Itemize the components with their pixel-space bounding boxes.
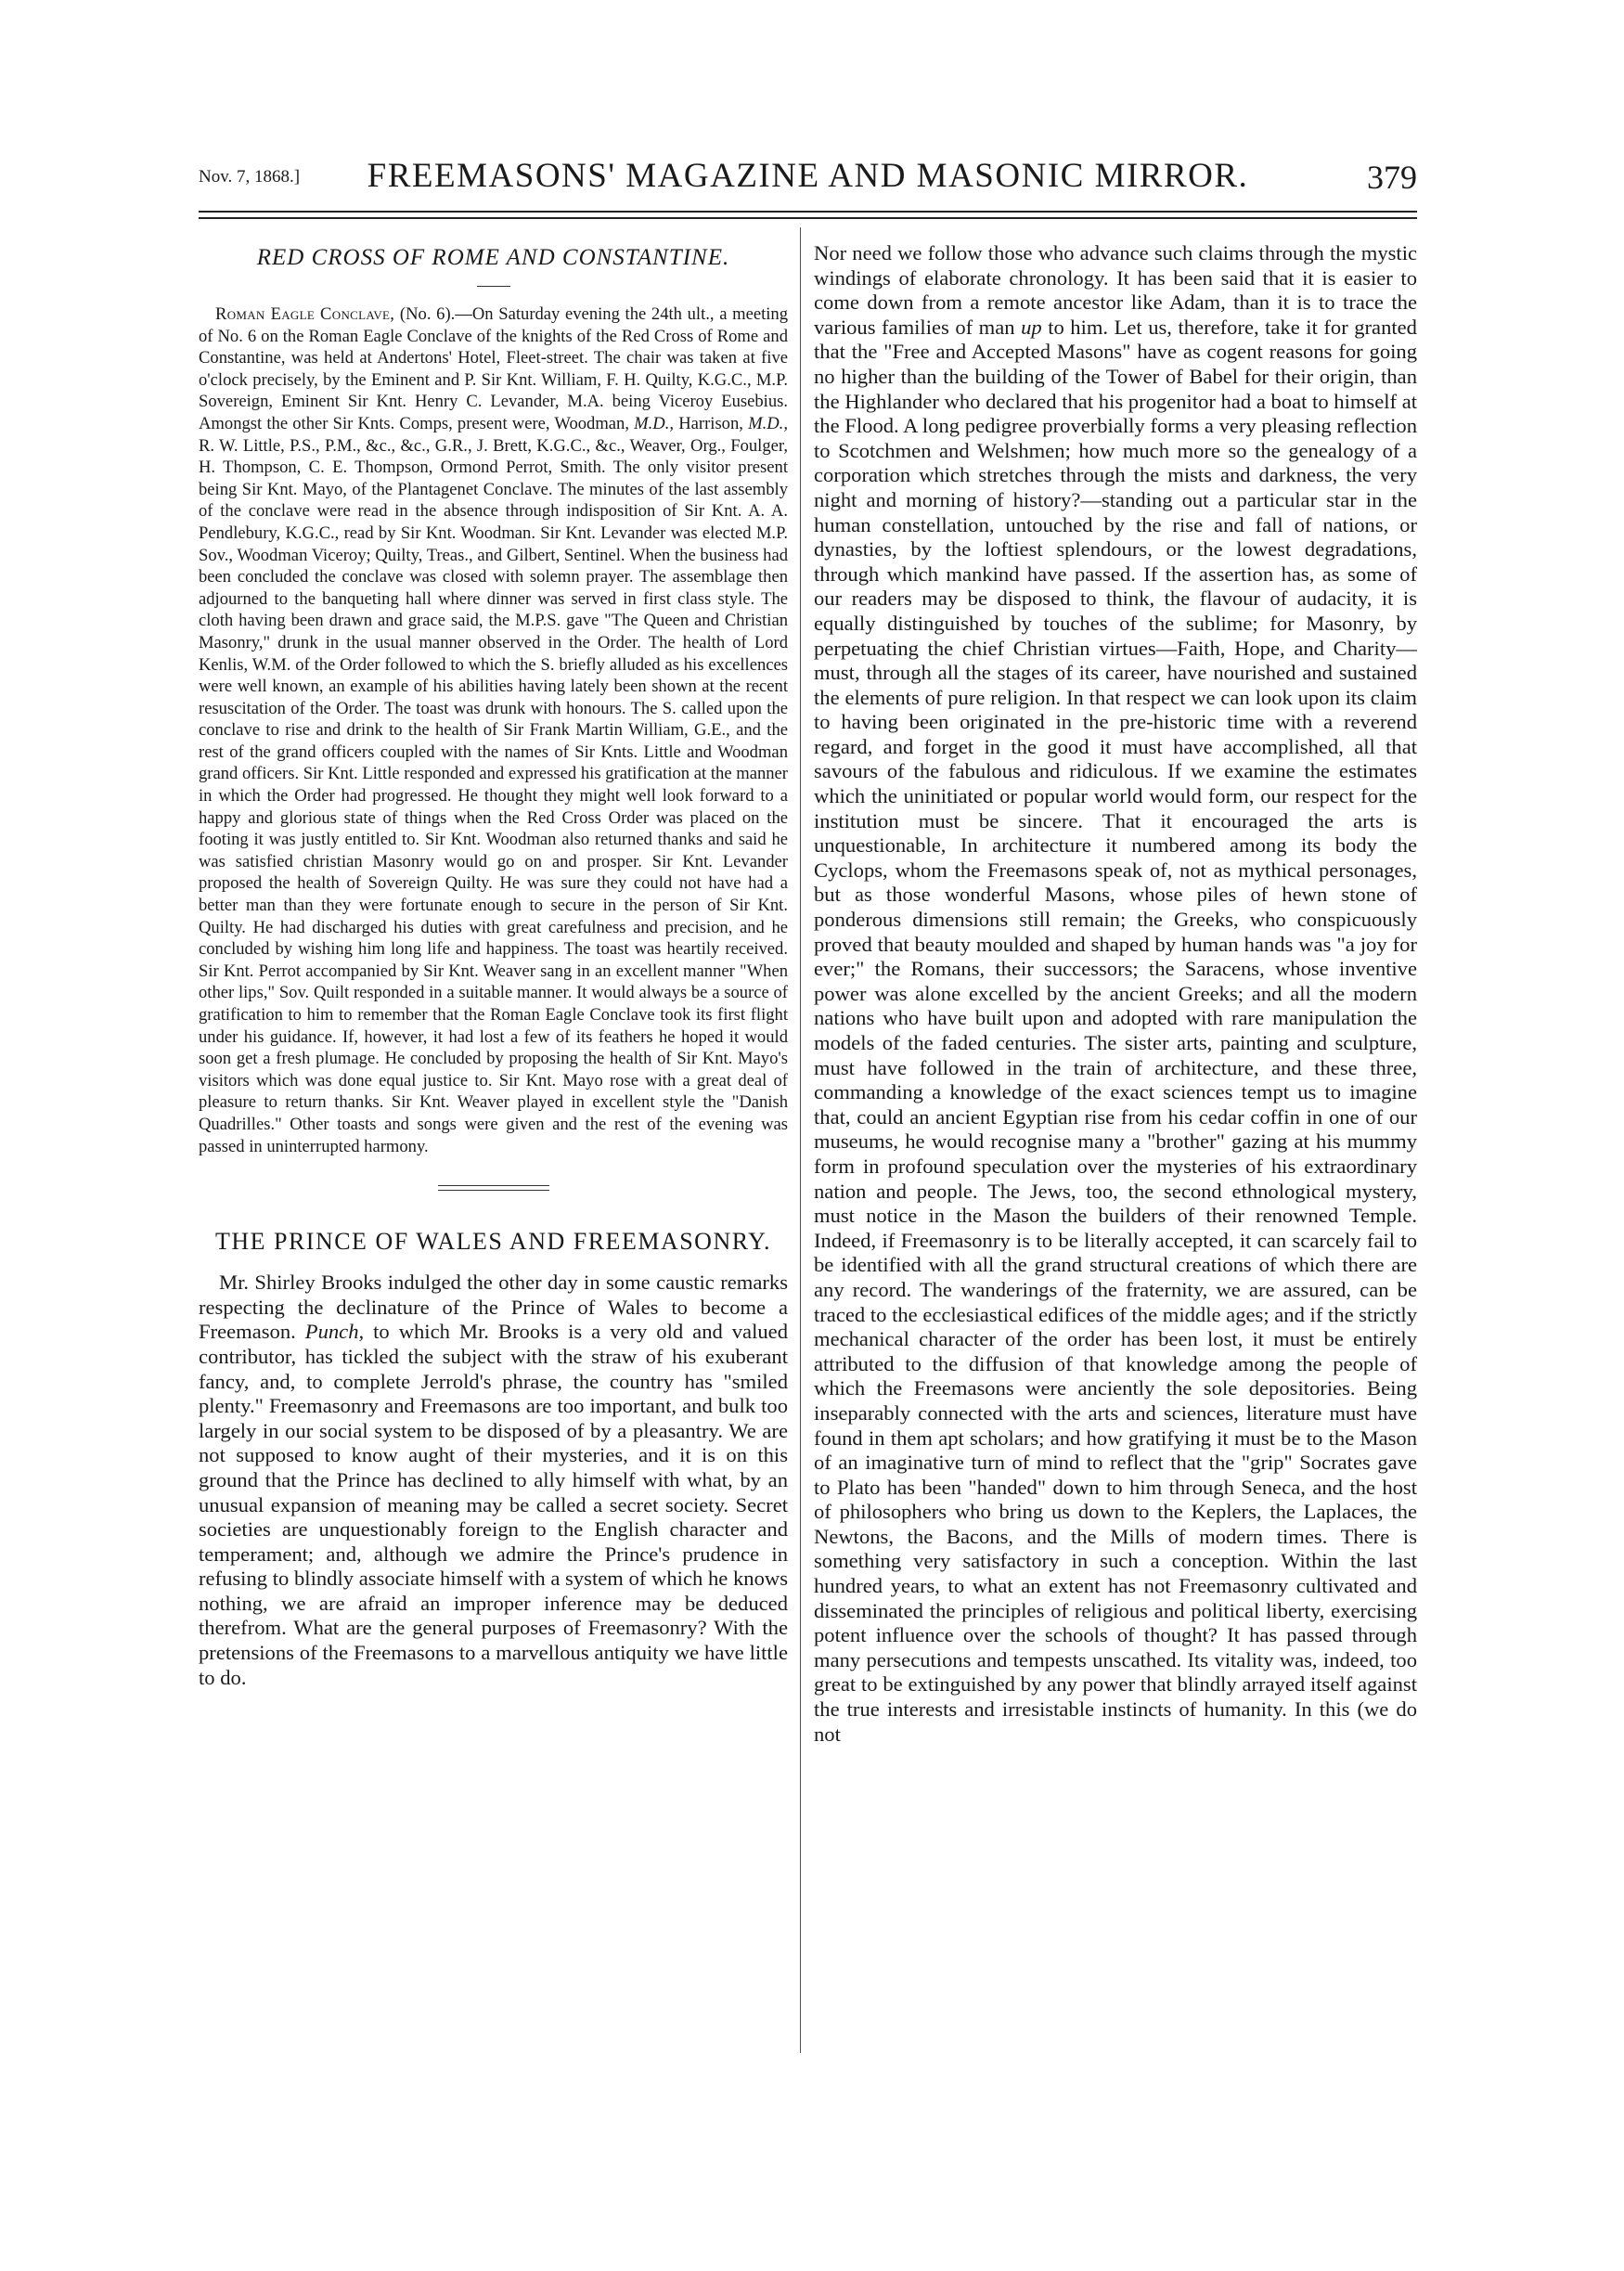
article2-body-right <box>814 241 1417 1747</box>
column-divider <box>800 227 801 2053</box>
article1-text-c: R. W. Little, P.S., P.M., &c., &c., G.R., J. Brett, K.G.C., &c., Weaver, Org., Foulger, H. Thompson, C. E. Thompson, Ormond Perrot, Smith. The only visitor present being Sir Knt. Mayo, of the Plantagenet Conclave. The minutes of the last assembly of the conclave were read in the absence through indisposition of Sir Knt. A. A. Pendlebury, K.G.C., read by Sir Knt. Woodman. Sir Knt. Levander was elected M.P. Sov., Woodman Viceroy; Quilty, Treas., and Gilbert, Sentinel. When the business had been concluded the conclave was closed with solemn prayer. The assemblage then adjourned to the banqueting hall where dinner was served in first class style. The cloth having been drawn and grace said, the M.P.S. gave "The Queen and Christian Masonry," drunk in the usual manner observed in the Order. The health of Lord Kenlis, W.M. of the Order followed to which the S. briefly alluded as his excellences were well known, an example of his abilities having lately been shown at the recent resuscitation of the Order. The toast was drunk with honours. The S. called upon the conclave to rise and drink to the health of Sir Frank Martin William, G.E., and the rest of the grand officers coupled with the names of Sir Knts. Little and Woodman grand officers. Sir Knt. Little responded and expressed his gratification at the manner in which the Order had progressed. He thought they might well look forward to a happy and glorious state of things when the Red Cross Order was placed on the footing it was justly entitled to. Sir Knt. Woodman also returned thanks and said he was satisfied christian Masonry would go on and prosper. Sir Knt. Levander proposed the health of Sovereign Quilty. He was sure they could not have had a better man than they were fortunate enough to secure in the person of Sir Knt. Quilty. He had discharged his duties with great carefulness and precision, and he concluded by wishing him long life and happiness. The toast was heartily received. Sir Knt. Perrot accompanied by Sir Knt. Weaver sang in an excellent manner "When other lips," Sov. Quilt responded in a suitable manner. It would always be a source of gratification to him to remember that the Roman Eagle Conclave took its first flight under his guidance. If, however, it had lost a few of its feathers he hoped it would soon get a fresh plumage. He concluded by proposing the health of Sir Knt. Mayo's visitors which was done equal justice to. Sir Knt. Mayo rose with a great deal of pleasure to return thanks. Sir Knt. Weaver played in excellent style the "Danish Quadrilles." Other toasts and songs were given and the rest of the evening was passed in uninterrupted harmony. <box>199 435 788 1156</box>
article1-text-a: (No. 6).—On Saturday evening the 24th ult., a meeting of No. 6 on the Roman Eagle Conclave of the knights of the Red Cross of Rome and Constantine, was held at Andertons' Hotel, Fleet-street. The chair was taken at five o'clock precisely, by the Eminent and P. Sir Knt. William, F. H. Quilty, K.G.C., M.P. Sovereign, Eminent Sir Knt. Henry C. Levander, M.A. being Viceroy Eusebius. Amongst the other Sir Knts. Comps, present were, Woodman, <box>199 304 788 433</box>
issue-date: Nov. 7, 1868.] <box>199 167 301 187</box>
article2-up: up <box>1021 315 1042 339</box>
right-column <box>814 241 1417 2058</box>
header-rule <box>199 211 1417 219</box>
article1-lead: Roman Eagle Conclave, <box>215 304 395 324</box>
article2-text-c: Nor need we follow those who advance such claims through the mystic windings of elaborate chronology. It has been said that it is easier to come down from a remote ancestor like Adam, than it is to trace the various families of man <box>814 241 1417 339</box>
title-rule <box>477 286 510 287</box>
page-number: 379 <box>1367 159 1417 196</box>
article2-text-a: Mr. Shirley Brooks indulged the other day in some caustic remarks respecting the declinature of the Prince of Wales to become a Freemason. <box>199 1271 788 1344</box>
article1-md2: M.D., <box>748 413 788 433</box>
article1-text-b: Harrison, <box>678 413 743 433</box>
publication-title: FREEMASONS' MAGAZINE AND MASONIC MIRROR. <box>367 157 1249 195</box>
article1-md1: M.D., <box>634 413 675 433</box>
spacer <box>199 1256 788 1271</box>
article1-body <box>199 303 788 1157</box>
article2-body-left <box>199 1271 788 1690</box>
punch-title: Punch, <box>304 1320 365 1344</box>
article2-title: THE PRINCE OF WALES AND FREEMASONRY. <box>214 1228 772 1256</box>
article-separator <box>438 1185 549 1191</box>
left-column <box>199 241 788 2058</box>
article2-text-d: to him. Let us, therefore, take it for granted that the "Free and Accepted Masons" have as cogent reasons for going no higher than the building of the Tower of Babel for their origin, than the Highlander who declared that his progenitor had a boat to himself at the Flood. A long pedigree proverbially forms a very pleasing reflection to Scotchmen and Welshmen; how much more so the genealogy of a corporation which stretches through the mists and darkness, the very night and morning of history?—standing out a particular star in the human constellation, untouched by the rise and fall of nations, or dynasties, by the loftiest splendours, or the lowest degradations, through which mankind have passed. If the assertion has, as some of our readers may be disposed to think, the flavour of audacity, it is equally distinguished by touches of the sublime; for Masonry, by perpetuating the chief Christian virtues—Faith, Hope, and Charity—must, through all the stages of its career, have nourished and sustained the elements of pure religion. In that respect we can look upon its claim to having been originated in the pre-historic time with a reverend regard, and forget in the good it must have accomplished, all that savours of the fabulous and ridiculous. If we examine the estimates which the uninitiated or popular world would form, our respect for the institution must be sincere. That it encouraged the arts is unquestionable, In architecture it numbered among its body the Cyclops, whom the Freemasons speak of, not as mythical personages, but as those wonderful Masons, whose piles of hewn stone of ponderous dimensions still remain; the Greeks, who conspicuously proved that beauty moulded and shaped by human hands was "a joy for ever;" the Romans, their successors; the Saracens, whose inventive power was alone excelled by the ancient Greeks; and all the modern nations who have built upon and adopted with rare manipulation the models of the faded centuries. The sister arts, painting and sculpture, must have followed in the train of architecture, and these three, commanding a knowledge of the exact sciences tempt us to imagine that, could an ancient Egyptian rise from his cedar coffin in one of our museums, he would recognise many a "brother" gazing at his mummy form in profound speculation over the mysteries of his extraordinary nation and people. The Jews, too, the second ethnological mystery, must notice in the Mason the builders of their renowned Temple. Indeed, if Freemasonry is to be literally accepted, it can scarcely fail to be identified with all the grand structural creations of which there are any record. The wanderings of the fraternity, we are assured, can be traced to the ecclesiastical edifices of the middle ages; and if the strictly mechanical character of the order has been lost, it must be entirely attributed to the diffusion of that knowledge among the people of which the Freemasons were anciently the sole depositories. Being inseparably connected with the arts and sciences, literature must have found in them apt scholars; and how gratifying it must be to the Mason of an imaginative turn of mind to reflect that the "grip" Socrates gave to Plato has been "handed" down to him through Seneca, and the host of philosophers who bring us down to the Keplers, the Laplaces, the Newtons, the Bacons, and the Mills of modern times. There is something very satisfactory in such a conception. Within the last hundred years, to what an extent has not Freemasonry cultivated and disseminated the principles of religious and political liberty, exercising potent influence over the schools of thought? It has passed through many persecutions and tempests unscathed. Its vitality was, indeed, too great to be extinguished by any power that blindly arrayed itself against the true interests and irresistable instincts of humanity. In this (we do not <box>814 315 1417 1746</box>
masthead <box>199 156 1417 197</box>
article2-text-b: to which Mr. Brooks is a very old and valued contributor, has tickled the subject with the straw of his exuberant fancy, and, to complete Jerrold's phrase, the country has "smiled plenty." Freemasonry and Freemasons are too important, and bulk too largely in our social system to be disposed of by a pleasantry. We are not supposed to know aught of their mysteries, and it is on this ground that the Prince has declined to ally himself with what, by an unusual expansion of meaning may be called a secret society. Secret societies are unquestionably foreign to the English character and temperament; and, although we admire the Prince's prudence in refusing to blindly associate himself with a system of which he knows nothing, we are afraid an improper inference may be deduced therefrom. What are the general purposes of Freemasonry? With the pretensions of the Freemasons to a marvellous antiquity we have little to do. <box>199 1320 788 1689</box>
article1-title: RED CROSS OF ROME AND CONSTANTINE. <box>256 245 730 270</box>
